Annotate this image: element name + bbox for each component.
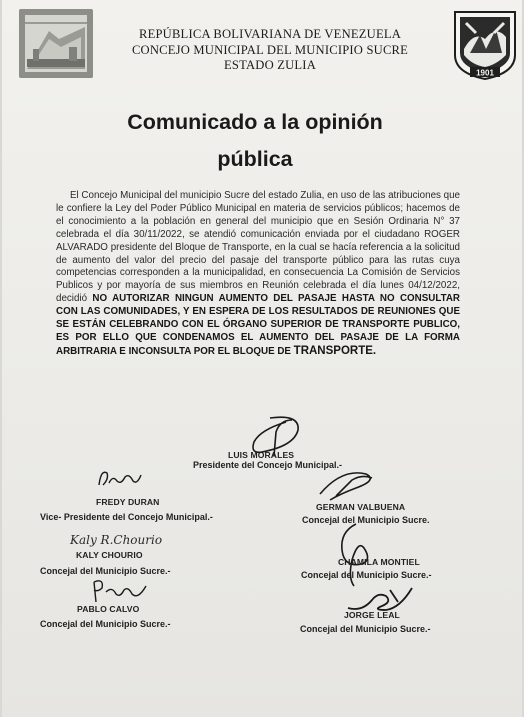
kaly-chourio-role: Concejal del Municipio Sucre.- bbox=[40, 566, 171, 576]
letterhead bbox=[100, 27, 440, 74]
chamila-montiel-name: CHAMILA MONTIEL bbox=[338, 557, 420, 567]
title-line-2: pública bbox=[217, 147, 293, 171]
german-valbuena-role: Concejal del Municipio Sucre. bbox=[302, 515, 430, 525]
vice-president-signature bbox=[95, 465, 145, 493]
pablo-calvo-signature bbox=[88, 576, 152, 606]
chamila-montiel-role-block bbox=[301, 570, 432, 580]
vice-president-role: Vice- Presidente del Concejo Municipal.- bbox=[40, 512, 213, 522]
pablo-calvo-name: PABLO CALVO bbox=[77, 604, 140, 614]
body-text: El Concejo Municipal del municipio Sucre del estado Zulia, en uso de las atribuciones que le confiere la Ley del Poder Público Municipal en materia de servicios públicos; hacemos de el conocimiento a la población en general del municipio que en Sesión Ordinaria N° 37 celebrada el día 30/11/2022, se atendió comunicación enviada por el ciudadano ROGER ALVARADO presidente del Bloque de Transporte, en la cual se hacía referencia a la solicitud de aumento del valor del precio del pasaje del transporte público para las rutas cuya competencias corresponden a la municipalidad, en consecuencia La Comisión de Servicios Publicos y por mayoría de sus miembros en Reunión celebrada el día lunes 04/12/2022, decidió bbox=[56, 190, 460, 305]
german-valbuena-name: GERMAN VALBUENA bbox=[316, 502, 406, 512]
signature-block-kaly bbox=[76, 550, 143, 560]
body-bold-text: NO AUTORIZAR NINGUN AUMENTO DEL PASAJE HASTA NO CONSULTAR CON LAS COMUNIDADES, Y EN ESPERA DE LOS RESULTADOS DE REUNIONES QUE SE ESTÁN CELEBRANDO CON EL ÓRGANO SUPERIOR DE TRANSPORTE PUBLICO, ES POR ELLO QUE CONDENAMOS EL AUMENTO DEL PASAJE DE LA FORMA ARBITRARIA E INCONSULTA POR EL BLOQUE DE bbox=[56, 293, 460, 357]
signature-block-president bbox=[228, 450, 294, 460]
kaly-chourio-role-block bbox=[40, 566, 171, 576]
municipal-building-logo bbox=[19, 9, 93, 78]
president-role: Presidente del Concejo Municipal.- bbox=[193, 460, 343, 470]
letterhead-line-1: REPÚBLICA BOLIVARIANA DE VENEZUELA bbox=[138, 27, 402, 41]
kaly-chourio-signature: Kaly R.Chourio bbox=[70, 533, 163, 547]
jorge-leal-name: JORGE LEAL bbox=[344, 610, 400, 620]
coat-of-arms-year: 1901 bbox=[476, 68, 494, 78]
vice-president-role-block bbox=[40, 512, 213, 522]
body-bold-end: TRANSPORTE. bbox=[293, 344, 377, 357]
jorge-leal-role: Concejal del Municipio Sucre.- bbox=[300, 624, 431, 634]
german-valbuena-signature bbox=[312, 466, 382, 506]
vice-president-name: FREDY DURAN bbox=[96, 497, 160, 507]
title-line-1: Comunicado a la opinión bbox=[127, 110, 383, 134]
signature-block-chamila bbox=[338, 557, 420, 567]
municipal-coat-of-arms-icon bbox=[452, 9, 518, 81]
jorge-leal-role-block bbox=[300, 624, 431, 634]
signature-block-vice bbox=[96, 497, 160, 507]
document-title bbox=[40, 104, 470, 178]
pablo-calvo-role: Concejal del Municipio Sucre.- bbox=[40, 619, 171, 629]
chamila-montiel-role: Concejal del Municipio Sucre.- bbox=[301, 570, 432, 580]
kaly-chourio-name: KALY CHOURIO bbox=[76, 550, 143, 560]
president-name: LUIS MORALES bbox=[228, 450, 295, 460]
communique-body bbox=[56, 190, 460, 359]
letterhead-line-3: ESTADO ZULIA bbox=[224, 58, 316, 72]
signature-block-german bbox=[316, 502, 405, 512]
signature-block-jorge bbox=[344, 610, 400, 620]
signature-block-pablo bbox=[77, 604, 139, 614]
pablo-calvo-role-block bbox=[40, 619, 171, 629]
letterhead-line-2: CONCEJO MUNICIPAL DEL MUNICIPIO SUCRE bbox=[131, 42, 409, 57]
